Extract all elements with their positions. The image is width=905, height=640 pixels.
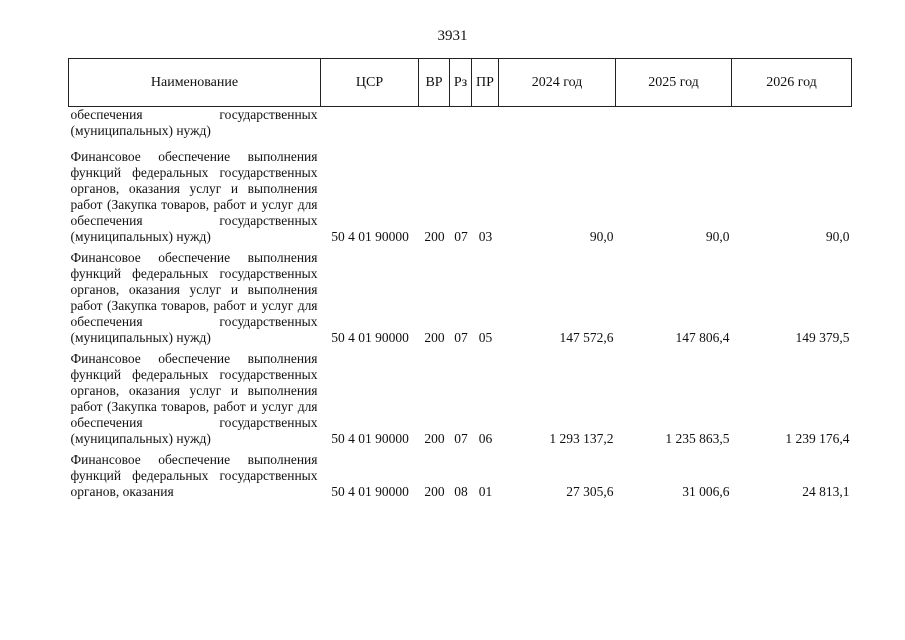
name-line: Финансовое обеспечение выполнения [70,149,318,164]
name-line: Финансовое обеспечение выполнения [70,351,318,366]
cell-pr [472,107,499,150]
header-vr: ВР [419,59,450,107]
header-csr: ЦСР [321,59,419,107]
header-year-2025: 2025 год [616,59,732,107]
name-line: товаров, работ и услуг для [161,298,318,313]
cell-pr: 05 [478,330,493,345]
name-line: государственных органов, оказания [70,468,318,499]
cell-vr: 200 [424,431,445,446]
cell-rz: 07 [454,229,468,244]
name-line: обеспечения государственных [70,415,318,430]
cell-year-2024 [499,107,616,150]
name-line: функций федеральных [70,266,209,281]
header-year-2026: 2026 год [732,59,852,107]
cell-year-2025 [616,107,732,150]
name-line: обеспечения государственных [70,107,318,122]
table-row [69,250,852,351]
table-row [69,107,852,150]
cell-vr [419,107,450,150]
cell-year-2026: 24 813,1 [802,484,850,499]
table-row [69,452,852,500]
cell-year-2024: 1 293 137,2 [549,431,614,446]
cell-year-2024: 90,0 [589,229,614,244]
name-line: товаров, работ и услуг для [161,399,318,414]
cell-year-2026: 1 239 176,4 [785,431,850,446]
cell-pr: 03 [478,229,493,244]
name-line: обеспечения государственных [70,314,318,329]
cell-vr: 200 [424,330,445,345]
name-line: государственных органов, оказания [70,367,318,398]
header-rz: Рз [450,59,472,107]
name-line: обеспечения государственных [70,213,318,228]
name-line: товаров, работ и услуг для [161,197,318,212]
name-line: (муниципальных) нужд) [70,229,211,244]
name-line: (муниципальных) нужд) [70,330,211,345]
cell-year-2025: 90,0 [705,229,730,244]
cell-rz: 07 [454,330,468,345]
cell-pr: 06 [478,431,493,446]
name-line: Финансовое обеспечение выполнения [70,250,318,265]
table-row [69,351,852,452]
cell-csr: 50 4 01 90000 [331,431,409,446]
cell-pr: 01 [478,484,493,499]
cell-vr: 200 [424,484,445,499]
cell-rz: 08 [454,484,468,499]
cell-year-2025: 31 006,6 [682,484,730,499]
name-line: функций федеральных [70,468,209,483]
cell-year-2024: 147 572,6 [559,330,614,345]
table-header [69,59,852,107]
budget-table [68,58,852,500]
cell-name [69,107,321,150]
name-line: (муниципальных) нужд) [70,431,211,446]
name-line: услуг и выполнения работ (Закупка [70,383,318,414]
cell-name [69,250,321,351]
name-line: услуг и выполнения работ (Закупка [70,282,318,313]
name-line: услуг и выполнения работ (Закупка [70,181,318,212]
cell-year-2025: 1 235 863,5 [665,431,730,446]
name-line: функций федеральных [70,165,209,180]
cell-csr: 50 4 01 90000 [331,330,409,345]
cell-name [69,149,321,250]
cell-rz: 07 [454,431,468,446]
cell-vr: 200 [424,229,445,244]
name-line: функций федеральных [70,367,209,382]
cell-csr [321,107,419,150]
header-year-2024: 2024 год [499,59,616,107]
cell-csr: 50 4 01 90000 [331,484,409,499]
cell-year-2025: 147 806,4 [675,330,730,345]
page-number: 3931 [437,28,468,44]
name-line: государственных органов, оказания [70,165,318,196]
cell-rz [450,107,472,150]
cell-name [69,351,321,452]
name-line: Финансовое обеспечение выполнения [70,452,318,467]
cell-csr: 50 4 01 90000 [331,229,409,244]
cell-year-2024: 27 305,6 [566,484,614,499]
cell-year-2026: 90,0 [825,229,850,244]
cell-name [69,452,321,500]
cell-year-2026 [732,107,852,150]
table-row [69,149,852,250]
name-line: (муниципальных) нужд) [70,123,211,138]
name-line: государственных органов, оказания [70,266,318,297]
header-pr: ПР [472,59,499,107]
table-body [69,107,852,501]
header-name: Наименование [69,59,321,107]
cell-year-2026: 149 379,5 [795,330,850,345]
